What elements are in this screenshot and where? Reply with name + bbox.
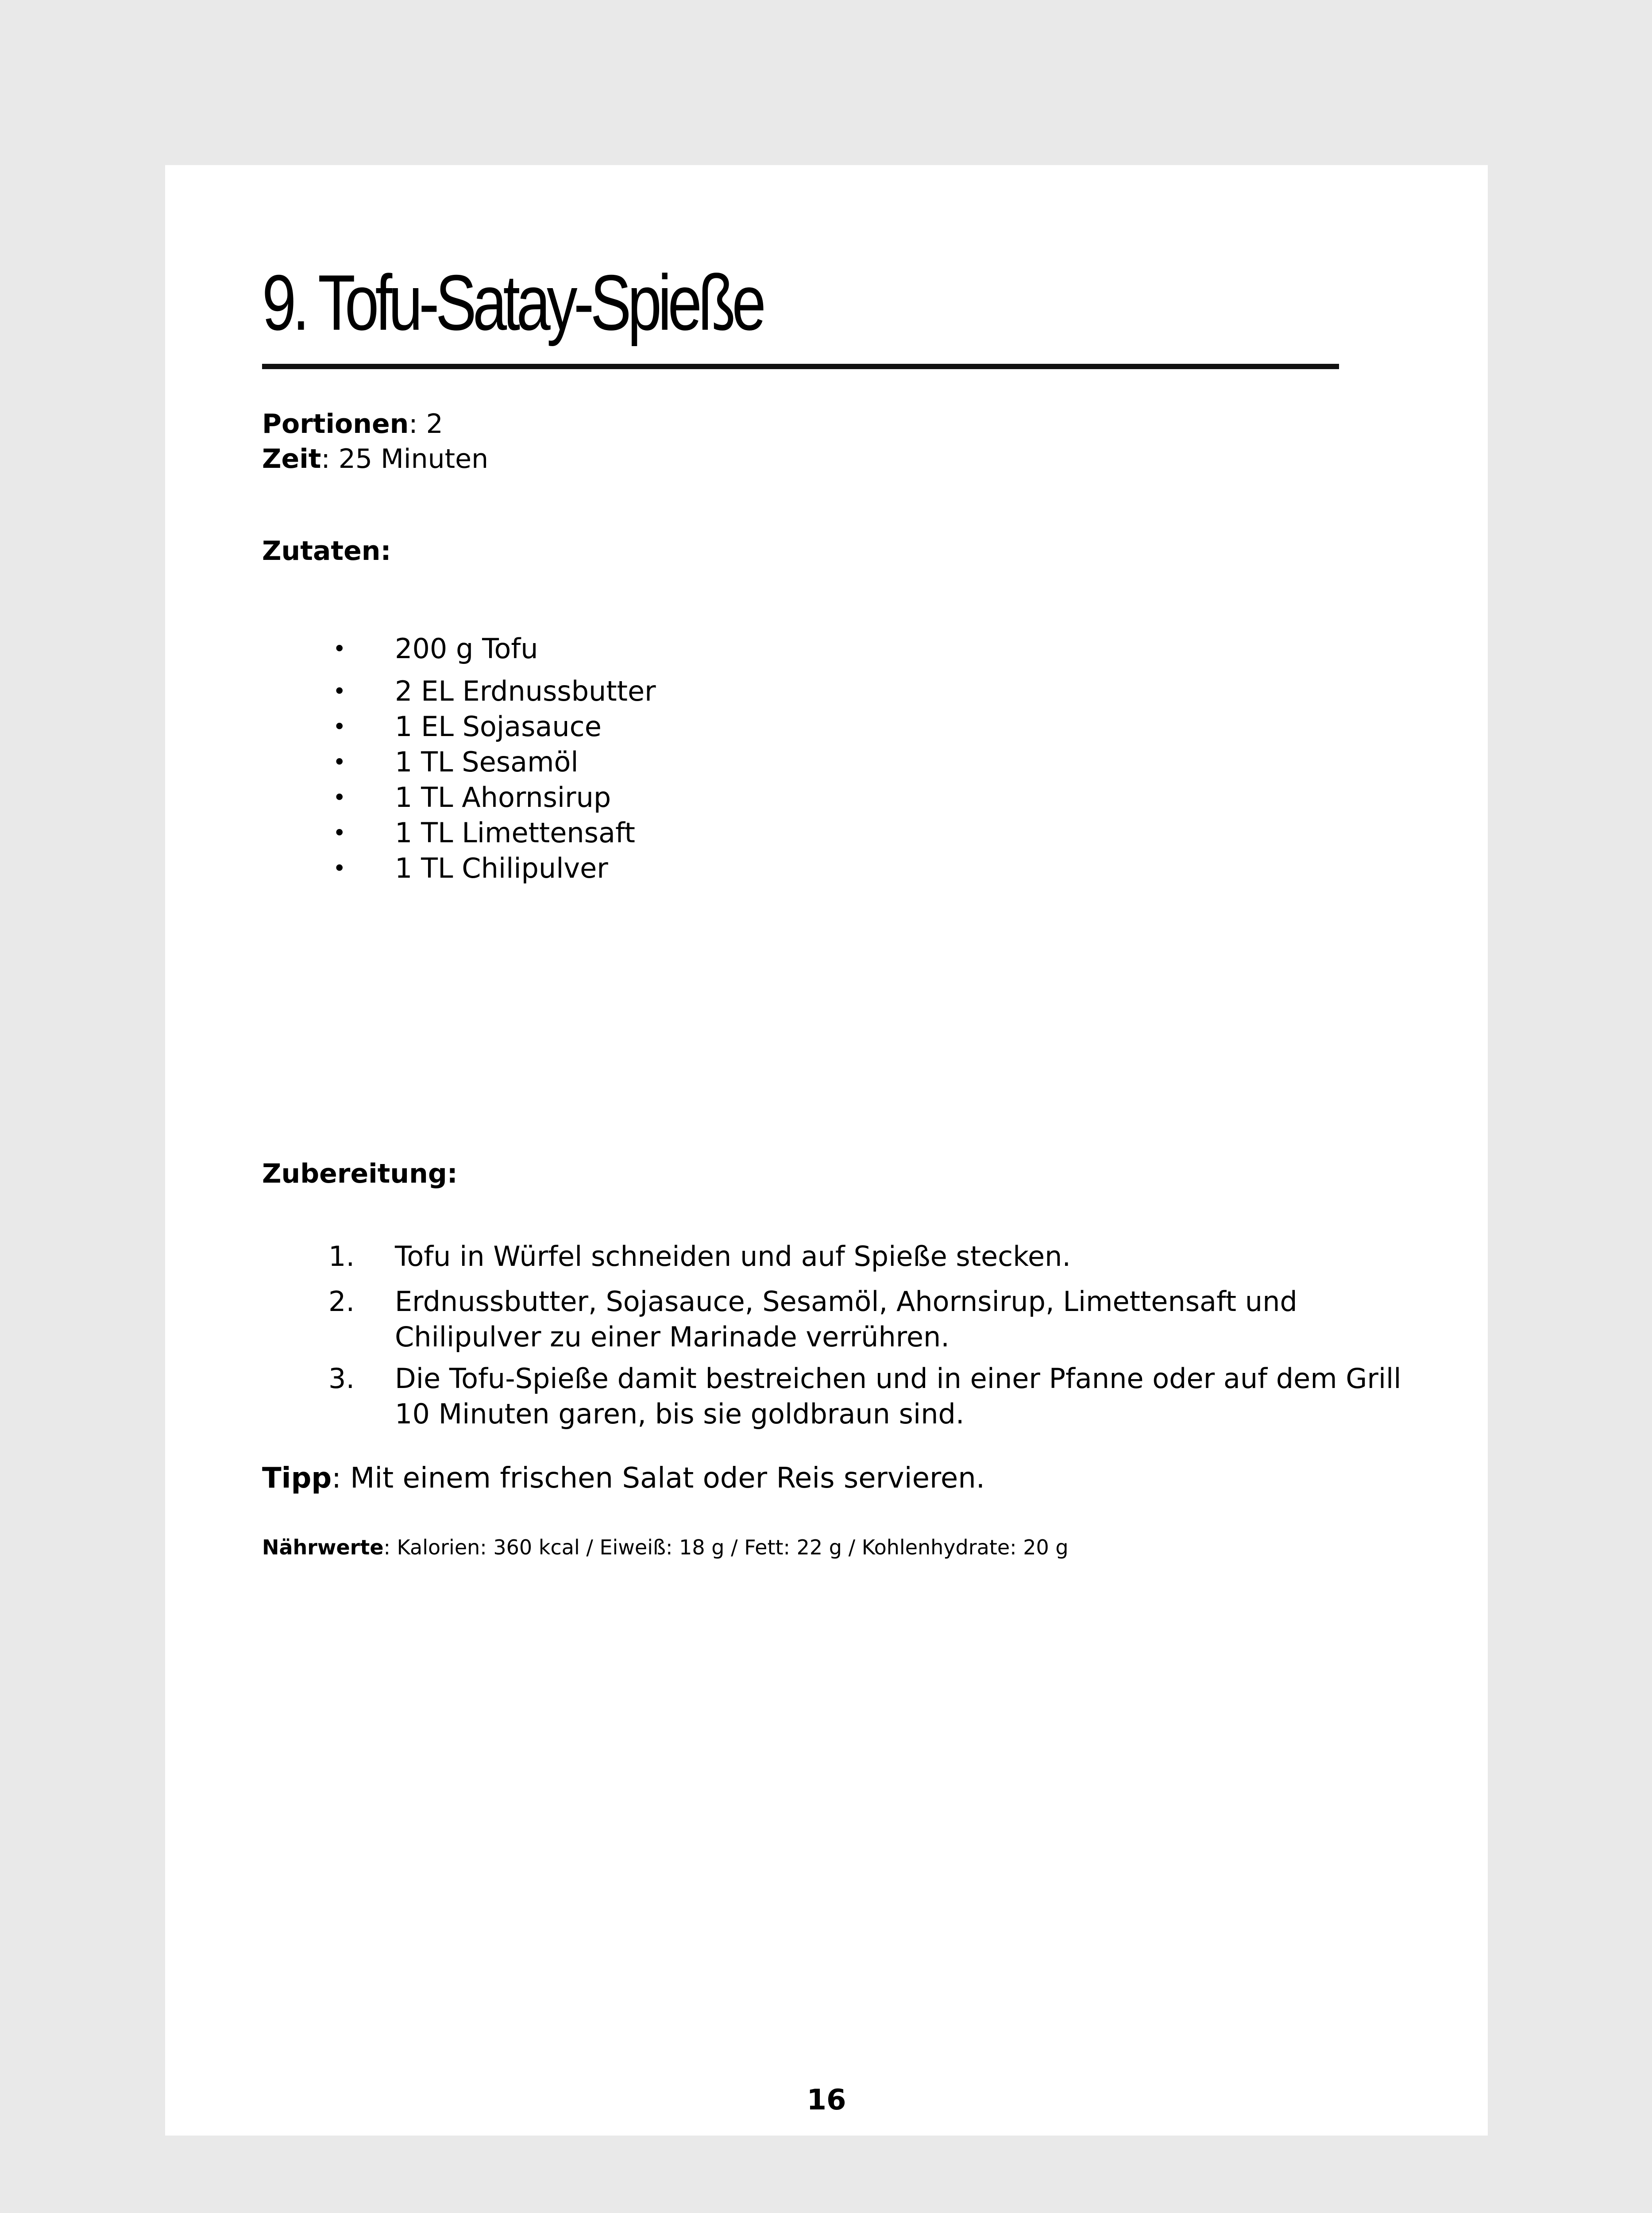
step-item [262, 1239, 1413, 1274]
time-line [262, 442, 488, 477]
document-page [165, 165, 1488, 2136]
nutrition-info [262, 1535, 1069, 1559]
nutrition-text: : Kalorien: 360 kcal / Eiweiß: 18 g / Fett: 22 g / Kohlenhydrate: 20 g [383, 1535, 1069, 1559]
bullet-icon: • [333, 749, 346, 775]
time-value: : 25 Minuten [321, 443, 489, 474]
servings-line [262, 407, 488, 442]
bullet-icon: • [333, 820, 346, 846]
ingredient-text: 1 TL Limettensaft [395, 817, 635, 849]
list-item [262, 674, 656, 709]
bullet-icon: • [333, 785, 346, 810]
ingredient-text: 200 g Tofu [395, 632, 538, 665]
list-item [262, 780, 656, 815]
step-text: Die Tofu-Spieße damit bestreichen und in einer Pfanne oder auf dem Grill 10 Minuten garen, bis sie goldbraun sind. [395, 1362, 1401, 1430]
tip-label: Tipp [262, 1462, 332, 1495]
list-item [262, 851, 656, 886]
ingredients-heading: Zutaten: [262, 536, 391, 567]
list-item [262, 631, 656, 674]
page-number: 16 [807, 2084, 846, 2117]
ingredient-text: 2 EL Erdnussbutter [395, 675, 656, 707]
nutrition-label: Nährwerte [262, 1535, 384, 1559]
step-item [262, 1361, 1413, 1432]
title-underline [262, 364, 1339, 369]
ingredients-list [262, 631, 656, 886]
bullet-icon: • [333, 636, 346, 662]
preparation-heading: Zubereitung: [262, 1158, 458, 1189]
ingredient-text: 1 TL Sesamöl [395, 746, 579, 778]
list-item [262, 815, 656, 851]
step-number: 2. [328, 1285, 355, 1318]
step-number: 1. [328, 1240, 355, 1272]
ingredient-text: 1 TL Ahornsirup [395, 781, 611, 813]
ingredient-text: 1 EL Sojasauce [395, 710, 602, 743]
servings-label: Portionen [262, 409, 409, 440]
list-item [262, 744, 656, 780]
time-label: Zeit [262, 443, 321, 474]
step-item [262, 1284, 1413, 1355]
recipe-meta [262, 407, 488, 477]
ingredient-text: 1 TL Chilipulver [395, 852, 608, 884]
servings-value: : 2 [409, 409, 443, 440]
bullet-icon: • [333, 856, 346, 881]
bullet-icon: • [333, 714, 346, 740]
step-text: Erdnussbutter, Sojasauce, Sesamöl, Ahornsirup, Limettensaft und Chilipulver zu einer Marinade verrühren. [395, 1285, 1297, 1353]
preparation-steps [262, 1239, 1413, 1438]
serving-tip [262, 1462, 985, 1495]
step-number: 3. [328, 1362, 355, 1395]
recipe-title: 9. Tofu-Satay-Spieße [262, 258, 763, 347]
step-text: Tofu in Würfel schneiden und auf Spieße stecken. [395, 1240, 1071, 1272]
bullet-icon: • [333, 679, 346, 704]
list-item [262, 709, 656, 744]
tip-text: : Mit einem frischen Salat oder Reis servieren. [332, 1462, 985, 1495]
